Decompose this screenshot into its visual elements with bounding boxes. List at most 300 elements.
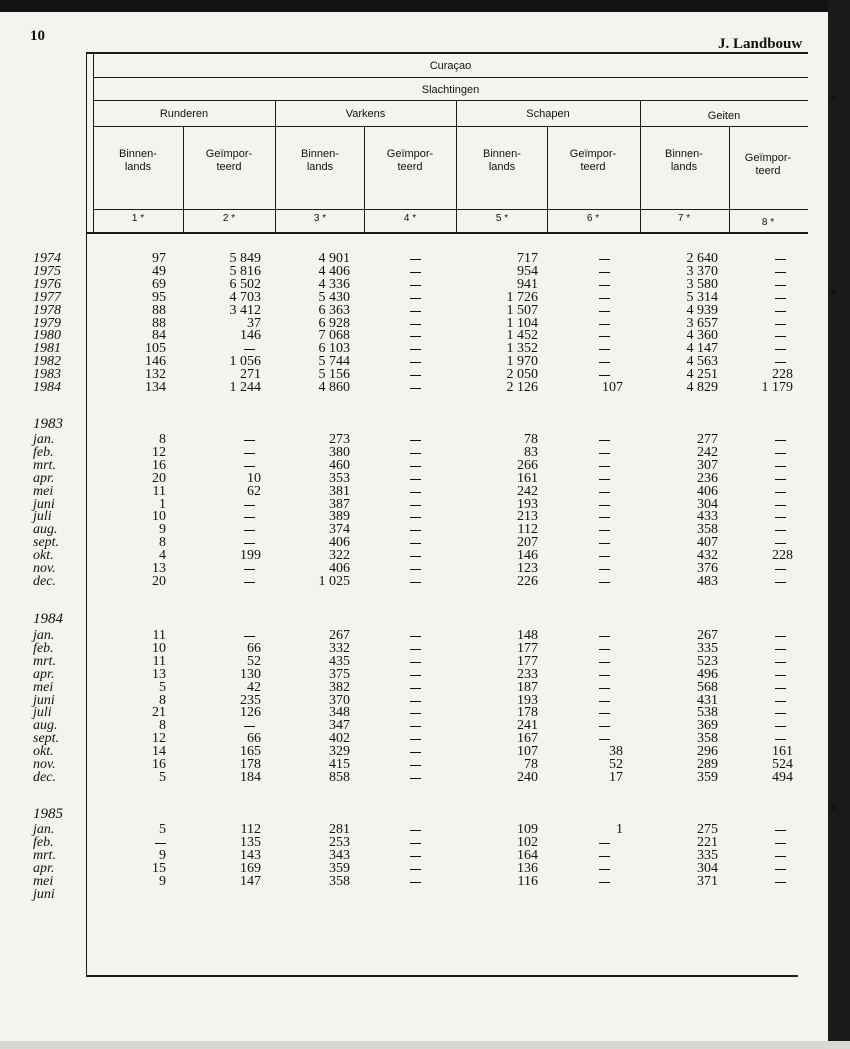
table-cell: 107 (602, 380, 623, 395)
nil-dash (410, 778, 421, 779)
table-cell: 381 (329, 483, 350, 499)
table-cell: 406 (329, 561, 350, 576)
table-cell: 9 (159, 522, 166, 538)
nil-dash (599, 569, 610, 570)
nil-dash (410, 636, 421, 637)
table-cell: 4 939 (686, 302, 718, 318)
nil-dash (410, 739, 421, 740)
nil-dash (410, 765, 421, 766)
table-cell: 134 (145, 380, 166, 395)
table-cell: 167 (517, 731, 538, 747)
table-cell: 376 (697, 561, 718, 576)
nil-dash (599, 726, 610, 727)
row-label: okt. (33, 744, 54, 760)
table-cell: 143 (240, 847, 261, 863)
nil-dash (410, 843, 421, 844)
nil-dash (775, 324, 786, 325)
table-cell: 1 970 (506, 354, 538, 370)
nil-dash (775, 259, 786, 260)
nil-dash (599, 349, 610, 350)
row-label: 1983 (33, 367, 61, 383)
table-cell: 16 (152, 457, 166, 473)
year-heading: 1985 (33, 806, 63, 822)
nil-dash (775, 856, 786, 857)
nil-dash (775, 582, 786, 583)
table-cell: 9 (159, 847, 166, 863)
table-cell: 178 (240, 757, 261, 772)
table-cell: 66 (247, 731, 261, 747)
table-cell: 494 (772, 769, 793, 785)
nil-dash (410, 466, 421, 467)
table-cell: 88 (152, 315, 166, 331)
row-label: 1979 (33, 315, 61, 331)
table-cell: 3 657 (686, 315, 718, 331)
table-cell: 5 430 (318, 289, 350, 305)
table-cell: 1 179 (761, 380, 793, 395)
table-cell: 273 (329, 432, 350, 447)
table-cell: 460 (329, 457, 350, 473)
column-number: 2 * (222, 213, 236, 224)
scan-mark (831, 805, 836, 810)
row-label: mrt. (33, 653, 56, 669)
table-cell: 11 (152, 653, 166, 669)
column-number: 6 * (586, 213, 600, 224)
year-heading: 1984 (33, 611, 63, 627)
table-cell: 402 (329, 731, 350, 747)
nil-dash (410, 543, 421, 544)
table-cell: 14 (152, 744, 166, 760)
table-cell: 20 (152, 573, 166, 589)
table-cell: 8 (159, 718, 166, 734)
table-cell: 132 (145, 367, 166, 383)
table-cell: 242 (517, 483, 538, 499)
row-label: 1974 (33, 251, 61, 266)
nil-dash (599, 479, 610, 480)
row-label: mei (33, 483, 54, 499)
row-label: feb. (33, 444, 54, 460)
nil-dash (775, 688, 786, 689)
nil-dash (775, 272, 786, 273)
table-cell: 12 (152, 731, 166, 747)
subcol-header: Geïmpor- teerd (744, 152, 792, 177)
nil-dash (244, 569, 255, 570)
table-cell: 199 (240, 548, 261, 564)
rule-groups (93, 126, 808, 127)
row-label: dec. (33, 573, 56, 589)
table-cell: 207 (517, 535, 538, 551)
table-cell: 389 (329, 509, 350, 525)
nil-dash (775, 843, 786, 844)
nil-dash (410, 259, 421, 260)
nil-dash (410, 882, 421, 883)
nil-dash (410, 752, 421, 753)
table-cell: 358 (697, 522, 718, 538)
nil-dash (410, 856, 421, 857)
nil-dash (410, 479, 421, 480)
table-cell: 1 507 (506, 302, 538, 318)
nil-dash (599, 856, 610, 857)
nil-dash (775, 517, 786, 518)
column-number: 8 * (761, 217, 775, 228)
nil-dash (775, 739, 786, 740)
nil-dash (244, 636, 255, 637)
table-cell: 359 (697, 769, 718, 785)
nil-dash (775, 636, 786, 637)
nil-dash (410, 324, 421, 325)
rule-subcols (93, 209, 808, 210)
nil-dash (599, 543, 610, 544)
table-cell: 221 (697, 834, 718, 850)
table-cell: 235 (240, 692, 261, 708)
table-cell: 213 (517, 509, 538, 525)
scan-mark (831, 95, 836, 100)
table-cell: 88 (152, 302, 166, 318)
nil-dash (599, 336, 610, 337)
table-cell: 322 (329, 548, 350, 564)
table-cell: 941 (517, 276, 538, 292)
table-cell: 415 (329, 757, 350, 772)
row-label: 1978 (33, 302, 61, 318)
table-cell: 105 (145, 341, 166, 357)
table-cell: 78 (524, 432, 538, 447)
table-cell: 1 056 (229, 354, 261, 370)
nil-dash (244, 453, 255, 454)
table-cell: 10 (152, 640, 166, 656)
table-cell: 1 452 (506, 328, 538, 344)
nil-dash (599, 675, 610, 676)
column-number: 5 * (495, 213, 509, 224)
running-head: J. Landbouw (718, 36, 803, 52)
table-cell: 16 (152, 757, 166, 772)
row-label: 1981 (33, 341, 61, 357)
table-cell: 178 (517, 705, 538, 721)
row-label: apr. (33, 666, 55, 682)
row-label: mrt. (33, 847, 56, 863)
row-label: juni (33, 496, 55, 512)
table-cell: 241 (517, 718, 538, 734)
table-cell: 11 (152, 483, 166, 499)
table-cell: 358 (697, 731, 718, 747)
table-top-rule (86, 52, 808, 54)
table-cell: 4 336 (318, 276, 350, 292)
nil-dash (244, 726, 255, 727)
table-cell: 161 (517, 470, 538, 486)
subcol-divider (364, 126, 365, 232)
row-label: aug. (33, 522, 58, 538)
row-label: 1982 (33, 354, 61, 370)
table-cell: 9 (159, 873, 166, 889)
table-cell: 3 580 (686, 276, 718, 292)
table-cell: 66 (247, 640, 261, 656)
table-cell: 21 (152, 705, 166, 721)
table-cell: 15 (152, 860, 166, 876)
table-cell: 116 (517, 873, 538, 889)
rule-header-bottom (86, 232, 808, 234)
row-label: jan. (33, 822, 55, 837)
table-cell: 4 147 (686, 341, 718, 357)
table-cell: 136 (517, 860, 538, 876)
table-cell: 1 104 (506, 315, 538, 331)
table-cell: 62 (247, 483, 261, 499)
nil-dash (599, 298, 610, 299)
nil-dash (775, 830, 786, 831)
table-cell: 233 (517, 666, 538, 682)
column-number: 1 * (131, 213, 145, 224)
subcol-divider (729, 126, 730, 232)
nil-dash (775, 298, 786, 299)
nil-dash (599, 843, 610, 844)
row-label: sept. (33, 731, 60, 747)
table-cell: 1 726 (506, 289, 538, 305)
table-cell: 169 (240, 860, 261, 876)
table-cell: 370 (329, 692, 350, 708)
table-cell: 177 (517, 640, 538, 656)
table-cell: 407 (697, 535, 718, 551)
nil-dash (244, 440, 255, 441)
table-cell: 380 (329, 444, 350, 460)
page-number: 10 (30, 28, 45, 44)
rule-section (93, 100, 808, 101)
nil-dash (410, 272, 421, 273)
table-cell: 52 (609, 757, 623, 772)
table-cell: 5 816 (229, 263, 261, 279)
table-cell: 165 (240, 744, 261, 760)
table-cell: 228 (772, 548, 793, 564)
table-cell: 496 (697, 666, 718, 682)
nil-dash (599, 713, 610, 714)
group-header-runderen: Runderen (159, 108, 209, 120)
table-cell: 266 (517, 457, 538, 473)
table-cell: 6 502 (229, 276, 261, 292)
table-cell: 538 (697, 705, 718, 721)
row-label: aug. (33, 718, 58, 734)
table-cell: 524 (772, 757, 793, 772)
table-cell: 304 (697, 496, 718, 512)
table-cell: 52 (247, 653, 261, 669)
table-cell: 164 (517, 847, 538, 863)
row-label: jan. (33, 432, 55, 447)
table-cell: 4 829 (686, 380, 718, 395)
table-cell: 6 928 (318, 315, 350, 331)
nil-dash (410, 492, 421, 493)
scan-mark (831, 290, 836, 295)
table-cell: 4 406 (318, 263, 350, 279)
rule-region (93, 77, 808, 78)
nil-dash (410, 285, 421, 286)
nil-dash (155, 843, 166, 844)
table-cell: 69 (152, 276, 166, 292)
subcol-header: Binnen- lands (301, 148, 339, 173)
table-cell: 296 (697, 744, 718, 760)
row-label: 1977 (33, 289, 61, 305)
nil-dash (599, 453, 610, 454)
table-cell: 193 (517, 692, 538, 708)
table-cell: 348 (329, 705, 350, 721)
table-cell: 406 (697, 483, 718, 499)
table-cell: 267 (697, 628, 718, 643)
column-number: 7 * (677, 213, 691, 224)
table-cell: 3 412 (229, 302, 261, 318)
nil-dash (410, 453, 421, 454)
table-cell: 12 (152, 444, 166, 460)
nil-dash (244, 530, 255, 531)
table-cell: 147 (240, 873, 261, 889)
year-heading: 1983 (33, 416, 63, 432)
table-cell: 38 (609, 744, 623, 760)
nil-dash (599, 440, 610, 441)
group-header-geiten: Geiten (707, 110, 741, 122)
nil-dash (599, 739, 610, 740)
nil-dash (599, 530, 610, 531)
nil-dash (410, 388, 421, 389)
row-label: juni (33, 886, 55, 902)
nil-dash (775, 311, 786, 312)
row-label: sept. (33, 535, 60, 551)
table-cell: 369 (697, 718, 718, 734)
table-cell: 49 (152, 263, 166, 279)
nil-dash (410, 688, 421, 689)
nil-dash (599, 688, 610, 689)
nil-dash (599, 662, 610, 663)
row-label: mrt. (33, 457, 56, 473)
nil-dash (410, 311, 421, 312)
table-cell: 523 (697, 653, 718, 669)
table-cell: 109 (517, 822, 538, 837)
table-cell: 375 (329, 666, 350, 682)
table-cell: 17 (609, 769, 623, 785)
nil-dash (775, 285, 786, 286)
nil-dash (775, 492, 786, 493)
table-cell: 42 (247, 679, 261, 695)
subcol-header: Binnen- lands (119, 148, 157, 173)
table-cell: 4 703 (229, 289, 261, 305)
table-cell: 130 (240, 666, 261, 682)
nil-dash (775, 569, 786, 570)
table-cell: 5 849 (229, 251, 261, 266)
table-cell: 304 (697, 860, 718, 876)
subcol-divider (183, 126, 184, 232)
nil-dash (410, 582, 421, 583)
table-cell: 148 (517, 628, 538, 643)
nil-dash (410, 440, 421, 441)
table-cell: 84 (152, 328, 166, 344)
table-cell: 8 (159, 692, 166, 708)
table-cell: 1 (616, 822, 623, 837)
table-cell: 10 (152, 509, 166, 525)
row-label: nov. (33, 561, 56, 576)
table-cell: 1 025 (318, 573, 350, 589)
table-cell: 95 (152, 289, 166, 305)
table-cell: 240 (517, 769, 538, 785)
subcol-header: Geïmpor- teerd (569, 148, 617, 173)
nil-dash (775, 453, 786, 454)
subcol-header: Binnen- lands (483, 148, 521, 173)
table-cell: 271 (240, 367, 261, 383)
table-cell: 2 126 (506, 380, 538, 395)
table-cell: 275 (697, 822, 718, 837)
nil-dash (599, 466, 610, 467)
table-cell: 281 (329, 822, 350, 837)
table-cell: 11 (152, 628, 166, 643)
table-cell: 135 (240, 834, 261, 850)
table-cell: 4 860 (318, 380, 350, 395)
row-label: 1975 (33, 263, 61, 279)
row-label: feb. (33, 640, 54, 656)
row-label: 1980 (33, 328, 61, 344)
table-cell: 78 (524, 757, 538, 772)
table-cell: 146 (517, 548, 538, 564)
nil-dash (599, 556, 610, 557)
scan-top-edge (0, 0, 850, 12)
nil-dash (410, 830, 421, 831)
row-label: okt. (33, 548, 54, 564)
table-cell: 4 (159, 548, 166, 564)
table-cell: 267 (329, 628, 350, 643)
nil-dash (775, 479, 786, 480)
group-header-schapen: Schapen (526, 108, 570, 120)
nil-dash (775, 675, 786, 676)
group-header-varkens: Varkens (345, 108, 386, 120)
nil-dash (599, 492, 610, 493)
table-cell: 7 068 (318, 328, 350, 344)
nil-dash (775, 649, 786, 650)
table-cell: 277 (697, 432, 718, 447)
row-label: feb. (33, 834, 54, 850)
nil-dash (599, 701, 610, 702)
table-cell: 353 (329, 470, 350, 486)
table-cell: 2 640 (686, 251, 718, 266)
nil-dash (599, 375, 610, 376)
table-cell: 20 (152, 470, 166, 486)
nil-dash (775, 362, 786, 363)
row-label: juni (33, 692, 55, 708)
nil-dash (410, 726, 421, 727)
table-cell: 253 (329, 834, 350, 850)
nil-dash (410, 362, 421, 363)
nil-dash (244, 505, 255, 506)
table-cell: 187 (517, 679, 538, 695)
table-cell: 8 (159, 535, 166, 551)
nil-dash (410, 713, 421, 714)
table-cell: 382 (329, 679, 350, 695)
table-cell: 6 103 (318, 341, 350, 357)
nil-dash (244, 517, 255, 518)
nil-dash (775, 701, 786, 702)
table-cell: 226 (517, 573, 538, 589)
table-cell: 146 (240, 328, 261, 344)
table-cell: 1 (159, 496, 166, 512)
table-cell: 193 (517, 496, 538, 512)
nil-dash (410, 869, 421, 870)
table-cell: 4 901 (318, 251, 350, 266)
table-cell: 13 (152, 561, 166, 576)
table-cell: 37 (247, 315, 261, 331)
nil-dash (244, 466, 255, 467)
nil-dash (244, 543, 255, 544)
table-cell: 146 (145, 354, 166, 370)
row-label: dec. (33, 769, 56, 785)
table-cell: 4 563 (686, 354, 718, 370)
nil-dash (410, 675, 421, 676)
nil-dash (599, 649, 610, 650)
table-cell: 5 (159, 769, 166, 785)
nil-dash (775, 440, 786, 441)
table-cell: 343 (329, 847, 350, 863)
nil-dash (775, 869, 786, 870)
nil-dash (410, 375, 421, 376)
section-header: Slachtingen (421, 84, 480, 96)
table-cell: 432 (697, 548, 718, 564)
